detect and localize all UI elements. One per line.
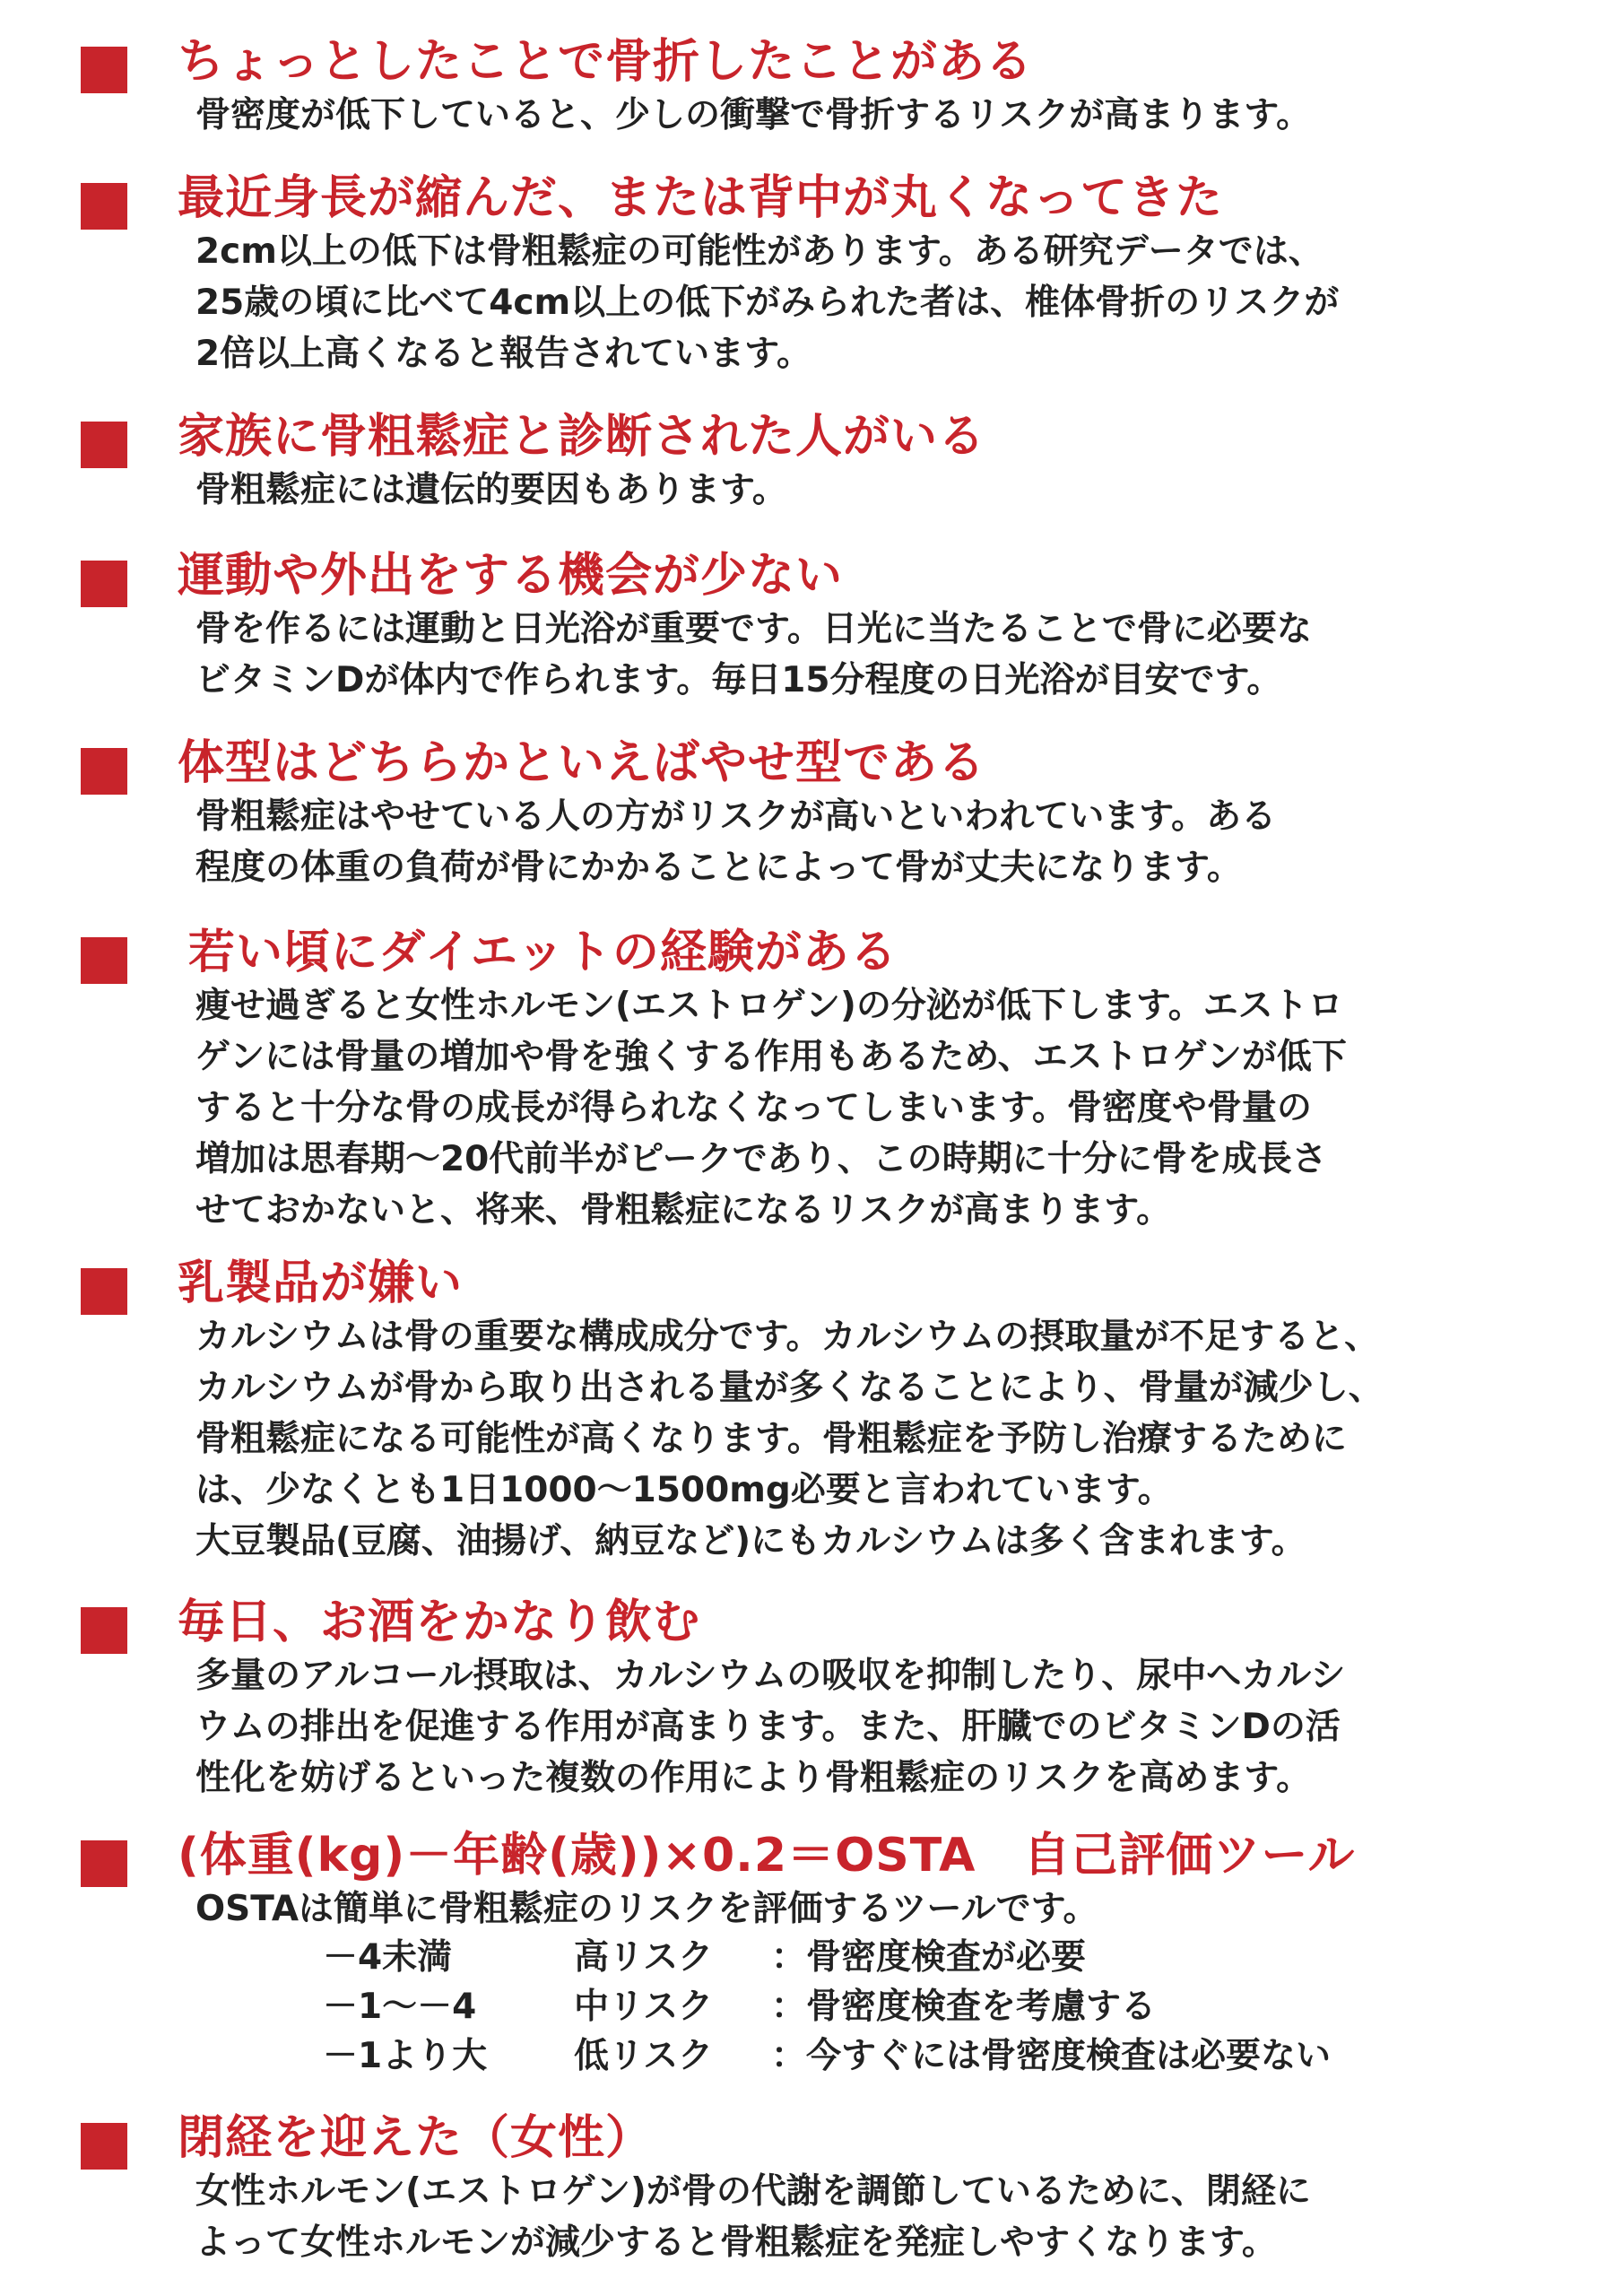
osta-range: －1～－4 (323, 1987, 477, 2027)
osta-risk-level: 低リスク (574, 2036, 714, 2076)
description-line: ビタミンDが体内で作られます。毎日15分程度の日光浴が目安です。 (195, 660, 1282, 700)
square-bullet-icon (81, 937, 127, 984)
osta-risk-level: 中リスク (574, 1987, 714, 2027)
risk-heading: 体型はどちらかといえばやせ型である (178, 736, 986, 790)
description-line: 2倍以上高くなると報告されています。 (195, 334, 812, 374)
description-line: せておかないと、将来、骨粗鬆症になるリスクが高まります。 (195, 1190, 1172, 1231)
risk-heading: 運動や外出をする機会が少ない (178, 549, 844, 603)
risk-description (195, 791, 1551, 893)
risk-description (195, 226, 1551, 379)
osta-advice: ：骨密度検査を考慮する (771, 1987, 1157, 2027)
description-line: 増加は思春期～20代前半がピークであり、この時期に十分に骨を成長さ (195, 1139, 1327, 1179)
description-line: ウムの排出を促進する作用が高まります。また、肝臓でのビタミンDの活 (195, 1707, 1341, 1747)
description-line: ゲンには骨量の増加や骨を強くする作用もあるため、エストロゲンが低下 (195, 1037, 1347, 1077)
square-bullet-icon (81, 748, 127, 795)
description-line: カルシウムは骨の重要な構成成分です。カルシウムの摂取量が不足すると、 (195, 1317, 1380, 1357)
square-bullet-icon (81, 422, 127, 468)
risk-heading: ちょっとしたことで骨折したことがある (178, 35, 1034, 89)
risk-description (195, 604, 1551, 706)
description-line: は、少なくとも1日1000～1500mg必要と言われています。 (195, 1470, 1173, 1510)
risk-heading: 家族に骨粗鬆症と診断された人がいる (178, 410, 986, 464)
square-bullet-icon (81, 561, 127, 607)
description-line: 性化を妨げるといった複数の作用により骨粗鬆症のリスクを高めます。 (195, 1758, 1312, 1798)
description-line: カルシウムが骨から取り出される量が多くなることにより、骨量が減少し、 (195, 1368, 1384, 1408)
osta-risk-table (323, 1933, 1331, 2081)
osta-row-low (323, 2031, 1331, 2081)
osta-formula-heading: (体重(kg)－年齢(歳))×0.2＝OSTA 自己評価ツール (178, 1829, 1356, 1883)
description-line: 多量のアルコール摂取は、カルシウムの吸収を抑制したり、尿中へカルシ (195, 1656, 1346, 1696)
square-bullet-icon (81, 183, 127, 230)
description-line: 骨粗鬆症はやせている人の方がリスクが高いといわれています。ある (195, 796, 1277, 837)
description-line: 骨粗鬆症には遺伝的要因もあります。 (195, 470, 787, 510)
risk-description (195, 465, 1551, 516)
description-line: 25歳の頃に比べて4cm以上の低下がみられた者は、椎体骨折のリスクが (195, 283, 1340, 323)
risk-description (195, 1883, 1551, 1935)
risk-heading: 乳製品が嫌い (178, 1257, 464, 1310)
osta-risk-level: 高リスク (574, 1937, 714, 1978)
description-line: 2cm以上の低下は骨粗鬆症の可能性があります。ある研究データでは、 (195, 231, 1324, 272)
description-line: OSTAは簡単に骨粗鬆症のリスクを評価するツールです。 (195, 1889, 1098, 1929)
osta-advice: ：骨密度検査が必要 (771, 1937, 1087, 1978)
description-line: 女性ホルモン(エストロゲン)が骨の代謝を調節しているために、閉経に (195, 2171, 1311, 2212)
description-line: 骨密度が低下していると、少しの衝撃で骨折するリスクが高まります。 (195, 95, 1312, 135)
description-line: 骨を作るには運動と日光浴が重要です。日光に当たることで骨に必要な (195, 609, 1312, 649)
osta-range: －1より大 (323, 2036, 488, 2076)
square-bullet-icon (81, 1268, 127, 1315)
osta-row-medium (323, 1982, 1331, 2031)
risk-description (195, 980, 1551, 1236)
square-bullet-icon (81, 1607, 127, 1654)
osta-advice: ：今すぐには骨密度検査は必要ない (771, 2036, 1332, 2076)
risk-description (195, 1311, 1551, 1567)
description-line: よって女性ホルモンが減少すると骨粗鬆症を発症しやすくなります。 (195, 2222, 1277, 2263)
square-bullet-icon (81, 1840, 127, 1887)
risk-heading: 最近身長が縮んだ、または背中が丸くなってきた (178, 171, 1224, 225)
risk-heading: 若い頃にダイエットの経験がある (188, 926, 898, 979)
risk-heading: 閉経を迎えた（女性） (178, 2111, 654, 2165)
risk-description (195, 2166, 1551, 2268)
description-line: 大豆製品(豆腐、油揚げ、納豆など)にもカルシウムは多く含まれます。 (195, 1521, 1306, 1561)
description-line: 程度の体重の負荷が骨にかかることによって骨が丈夫になります。 (195, 848, 1242, 888)
description-line: すると十分な骨の成長が得られなくなってしまいます。骨密度や骨量の (195, 1088, 1312, 1128)
risk-description (195, 1650, 1551, 1804)
square-bullet-icon (81, 47, 127, 93)
risk-heading: 毎日、お酒をかなり飲む (178, 1596, 701, 1649)
description-line: 痩せ過ぎると女性ホルモン(エストロゲン)の分泌が低下します。エストロ (195, 986, 1343, 1026)
risk-description (195, 90, 1551, 141)
description-line: 骨粗鬆症になる可能性が高くなります。骨粗鬆症を予防し治療するために (195, 1419, 1347, 1459)
square-bullet-icon (81, 2123, 127, 2170)
osta-row-high (323, 1933, 1331, 1982)
osta-range: －4未満 (323, 1937, 453, 1978)
